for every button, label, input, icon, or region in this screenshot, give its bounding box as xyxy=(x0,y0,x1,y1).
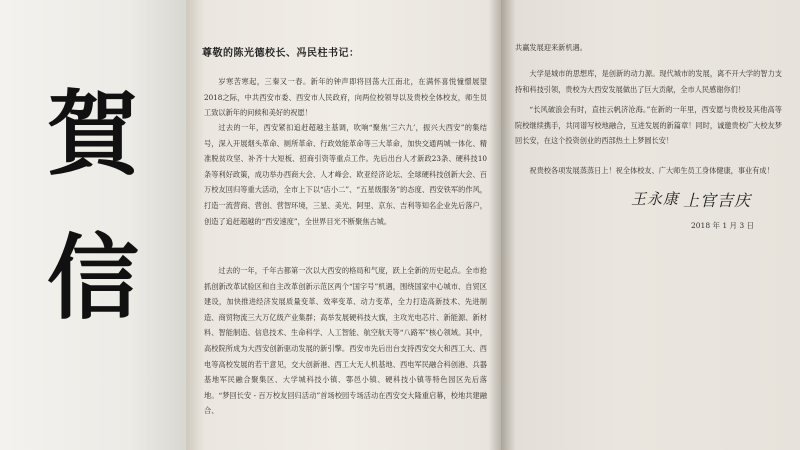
signature-mayor: 上官吉庆 xyxy=(683,191,752,210)
letter-paragraph: “长风破浪会有时，直挂云帆济沧海。”在新的一年里，西安愿与贵校及其他高等院校继续携手，共同谱写校地融合，互进发展的新篇章！同时，诚邀贵校广大校友梦回长安，在这个投资创业的西部热土上梦圆长安！ xyxy=(515,105,782,146)
letter-page-left xyxy=(186,0,501,450)
letter-paragraph: 大学是城市的思想库，是创新的动力源。现代城市的发展，离不开大学的智力支持和科技引领，贵校为大西安发展做出了巨大贡献，全市人民感谢你们！ xyxy=(515,69,782,94)
letter-date: 2018 年 1 月 3 日 xyxy=(691,221,755,230)
cover-character-xin: 信 xyxy=(46,224,139,332)
signature-party-secretary: 王永康 xyxy=(631,190,680,208)
letter-page-right xyxy=(501,0,800,450)
letter-paragraph-continued: 共赢发展迎来新机遇。 xyxy=(515,43,587,52)
letter-salutation: 尊敬的陈光德校长、冯民柱书记： xyxy=(202,48,360,59)
cover-character-he: 賀 xyxy=(46,80,139,188)
letter-paragraph: 过去的一年，西安紧扣追赶超越主基调，吹响“聚焦‘三六九’，振兴大西安”的集结号，深入开展烟头革命、厕所革命、行政效能革命等三大革命，加快交通两城一体化、精准脱贫攻坚、补齐十大短板、招商引资等重点工作。先后出台人才新政23条、硬科技10条等利好政策，成功举办西商大会、人才峰会、欧亚经济论坛、全球硬科技创新大会、百万校友回归等重大活动，全市上下以“店小二”、“五星级服务”的态度、西安铁军的作风，打造一流营商、营创、营智环境，三星、美光、阿里、京东、吉利等知名企业先后落户，创造了追赶超越的“西安速度”，全世界目光不断聚焦古城。 xyxy=(204,123,487,226)
letter-closing-wishes: 祝贵校各项发展蒸蒸日上！祝全体校友、广大师生员工身体健康，事业有成！ xyxy=(529,166,774,175)
letter-paragraph: 岁寒苦寒起，三秦又一春。新年的钟声即将回荡大江南北，在满怀喜悦憧憬展望2018之际，中共西安市委、西安市人民政府，向两位校领导以及贵校全体校友，师生员工致以新年的问候和美好的祝愿！ xyxy=(204,77,487,118)
letter-paragraph: 过去的一年，千年古都第一次以大西安的格局和气度，跃上全新的历史起点。全市抢抓创新改革试验区和自主改革创新示范区两个“国字号”机遇，围绕国家中心城市、自贸区建设，加快推进经济发展质量变革、效率变革、动力变革，全力打造高新技术、先进制造、商贸物流三大万亿级产业集群；高举发展硬科技大旗，主攻光电芯片、新能源、新材料、智能制造、信息技术、生命科学、人工智能、航空航天等“八路军”核心领域。其中，高校院所成为大西安创新驱动发展的新引擎。西安市先后出台支持西安交大和西工大、西电等高校发展的若干意见，交大创新港、西工大无人机基地、西电军民融合科创港、兵器基地军民融合聚集区、大学城科技小镇、鄠邑小镇、硬科技小镇等特色园区先后落地。“梦回长安 - 百万校友回归活动”首场校园专场活动在西安交大隆重启幕，校地共建融合、 xyxy=(204,266,487,416)
cover-panel xyxy=(0,0,186,450)
